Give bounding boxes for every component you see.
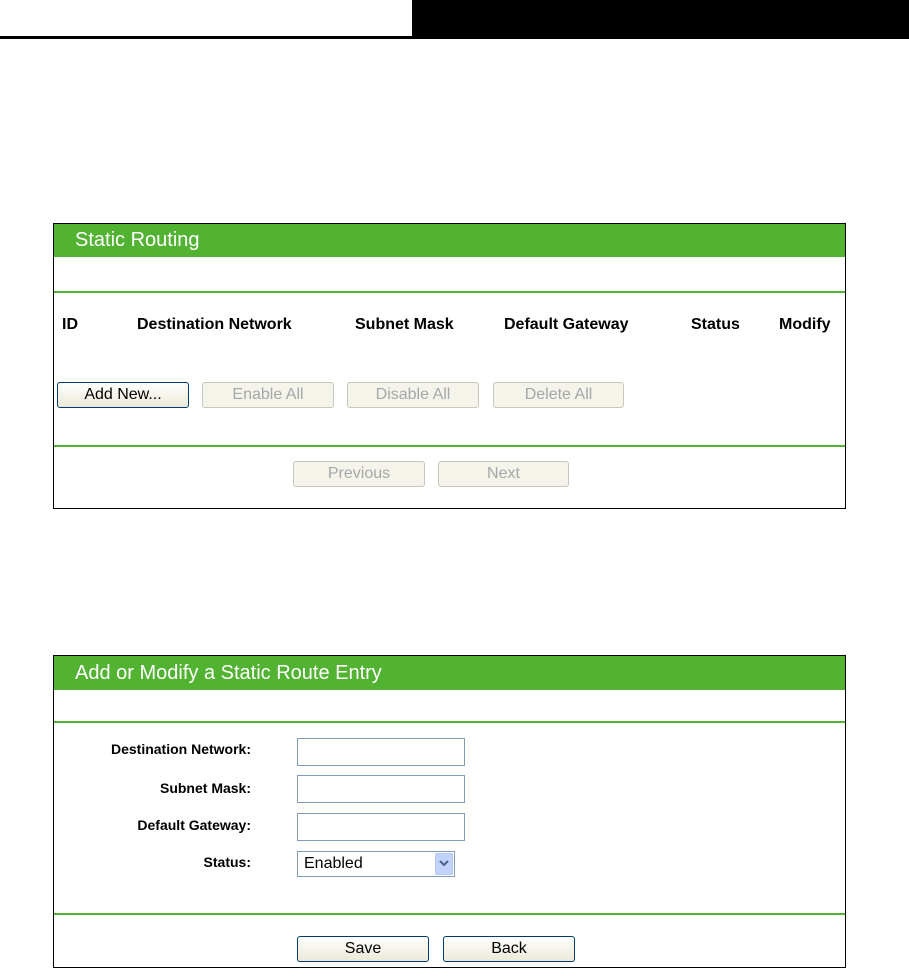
enable-all-button[interactable]: Enable All [202, 382, 334, 408]
destination-network-field[interactable] [297, 738, 465, 766]
delete-all-button[interactable]: Delete All [493, 382, 624, 408]
chevron-down-icon[interactable] [435, 853, 453, 875]
back-button[interactable]: Back [443, 936, 575, 962]
column-header-id: ID [62, 316, 78, 333]
route-entry-title: Add or Modify a Static Route Entry [54, 656, 845, 690]
column-header-destination-network: Destination Network [137, 316, 292, 333]
subnet-mask-field[interactable] [297, 775, 465, 803]
next-button[interactable]: Next [438, 461, 569, 487]
status-select[interactable] [297, 851, 455, 877]
static-routing-separator-top [54, 291, 845, 293]
route-entry-separator-bottom [54, 913, 845, 915]
previous-button[interactable]: Previous [293, 461, 425, 487]
static-routing-panel [53, 223, 846, 509]
page-header-rule [0, 36, 412, 39]
static-routing-title: Static Routing [54, 224, 845, 257]
column-header-default-gateway: Default Gateway [504, 316, 629, 333]
disable-all-button[interactable]: Disable All [347, 382, 479, 408]
column-header-status: Status [691, 316, 740, 333]
add-new-button[interactable]: Add New... [57, 382, 189, 408]
column-header-modify: Modify [779, 316, 831, 333]
route-entry-separator-top [54, 721, 845, 723]
route-entry-panel [53, 655, 846, 968]
subnet-mask-label: Subnet Mask: [159, 780, 251, 796]
column-header-subnet-mask: Subnet Mask [355, 316, 454, 333]
page-header-block [412, 0, 909, 39]
destination-network-label: Destination Network: [110, 741, 251, 757]
static-routing-separator-bottom [54, 445, 845, 447]
status-label: Status: [203, 854, 251, 870]
default-gateway-field[interactable] [297, 813, 465, 841]
save-button[interactable]: Save [297, 936, 429, 962]
status-select-value: Enabled [304, 855, 363, 872]
default-gateway-label: Default Gateway: [137, 817, 251, 833]
